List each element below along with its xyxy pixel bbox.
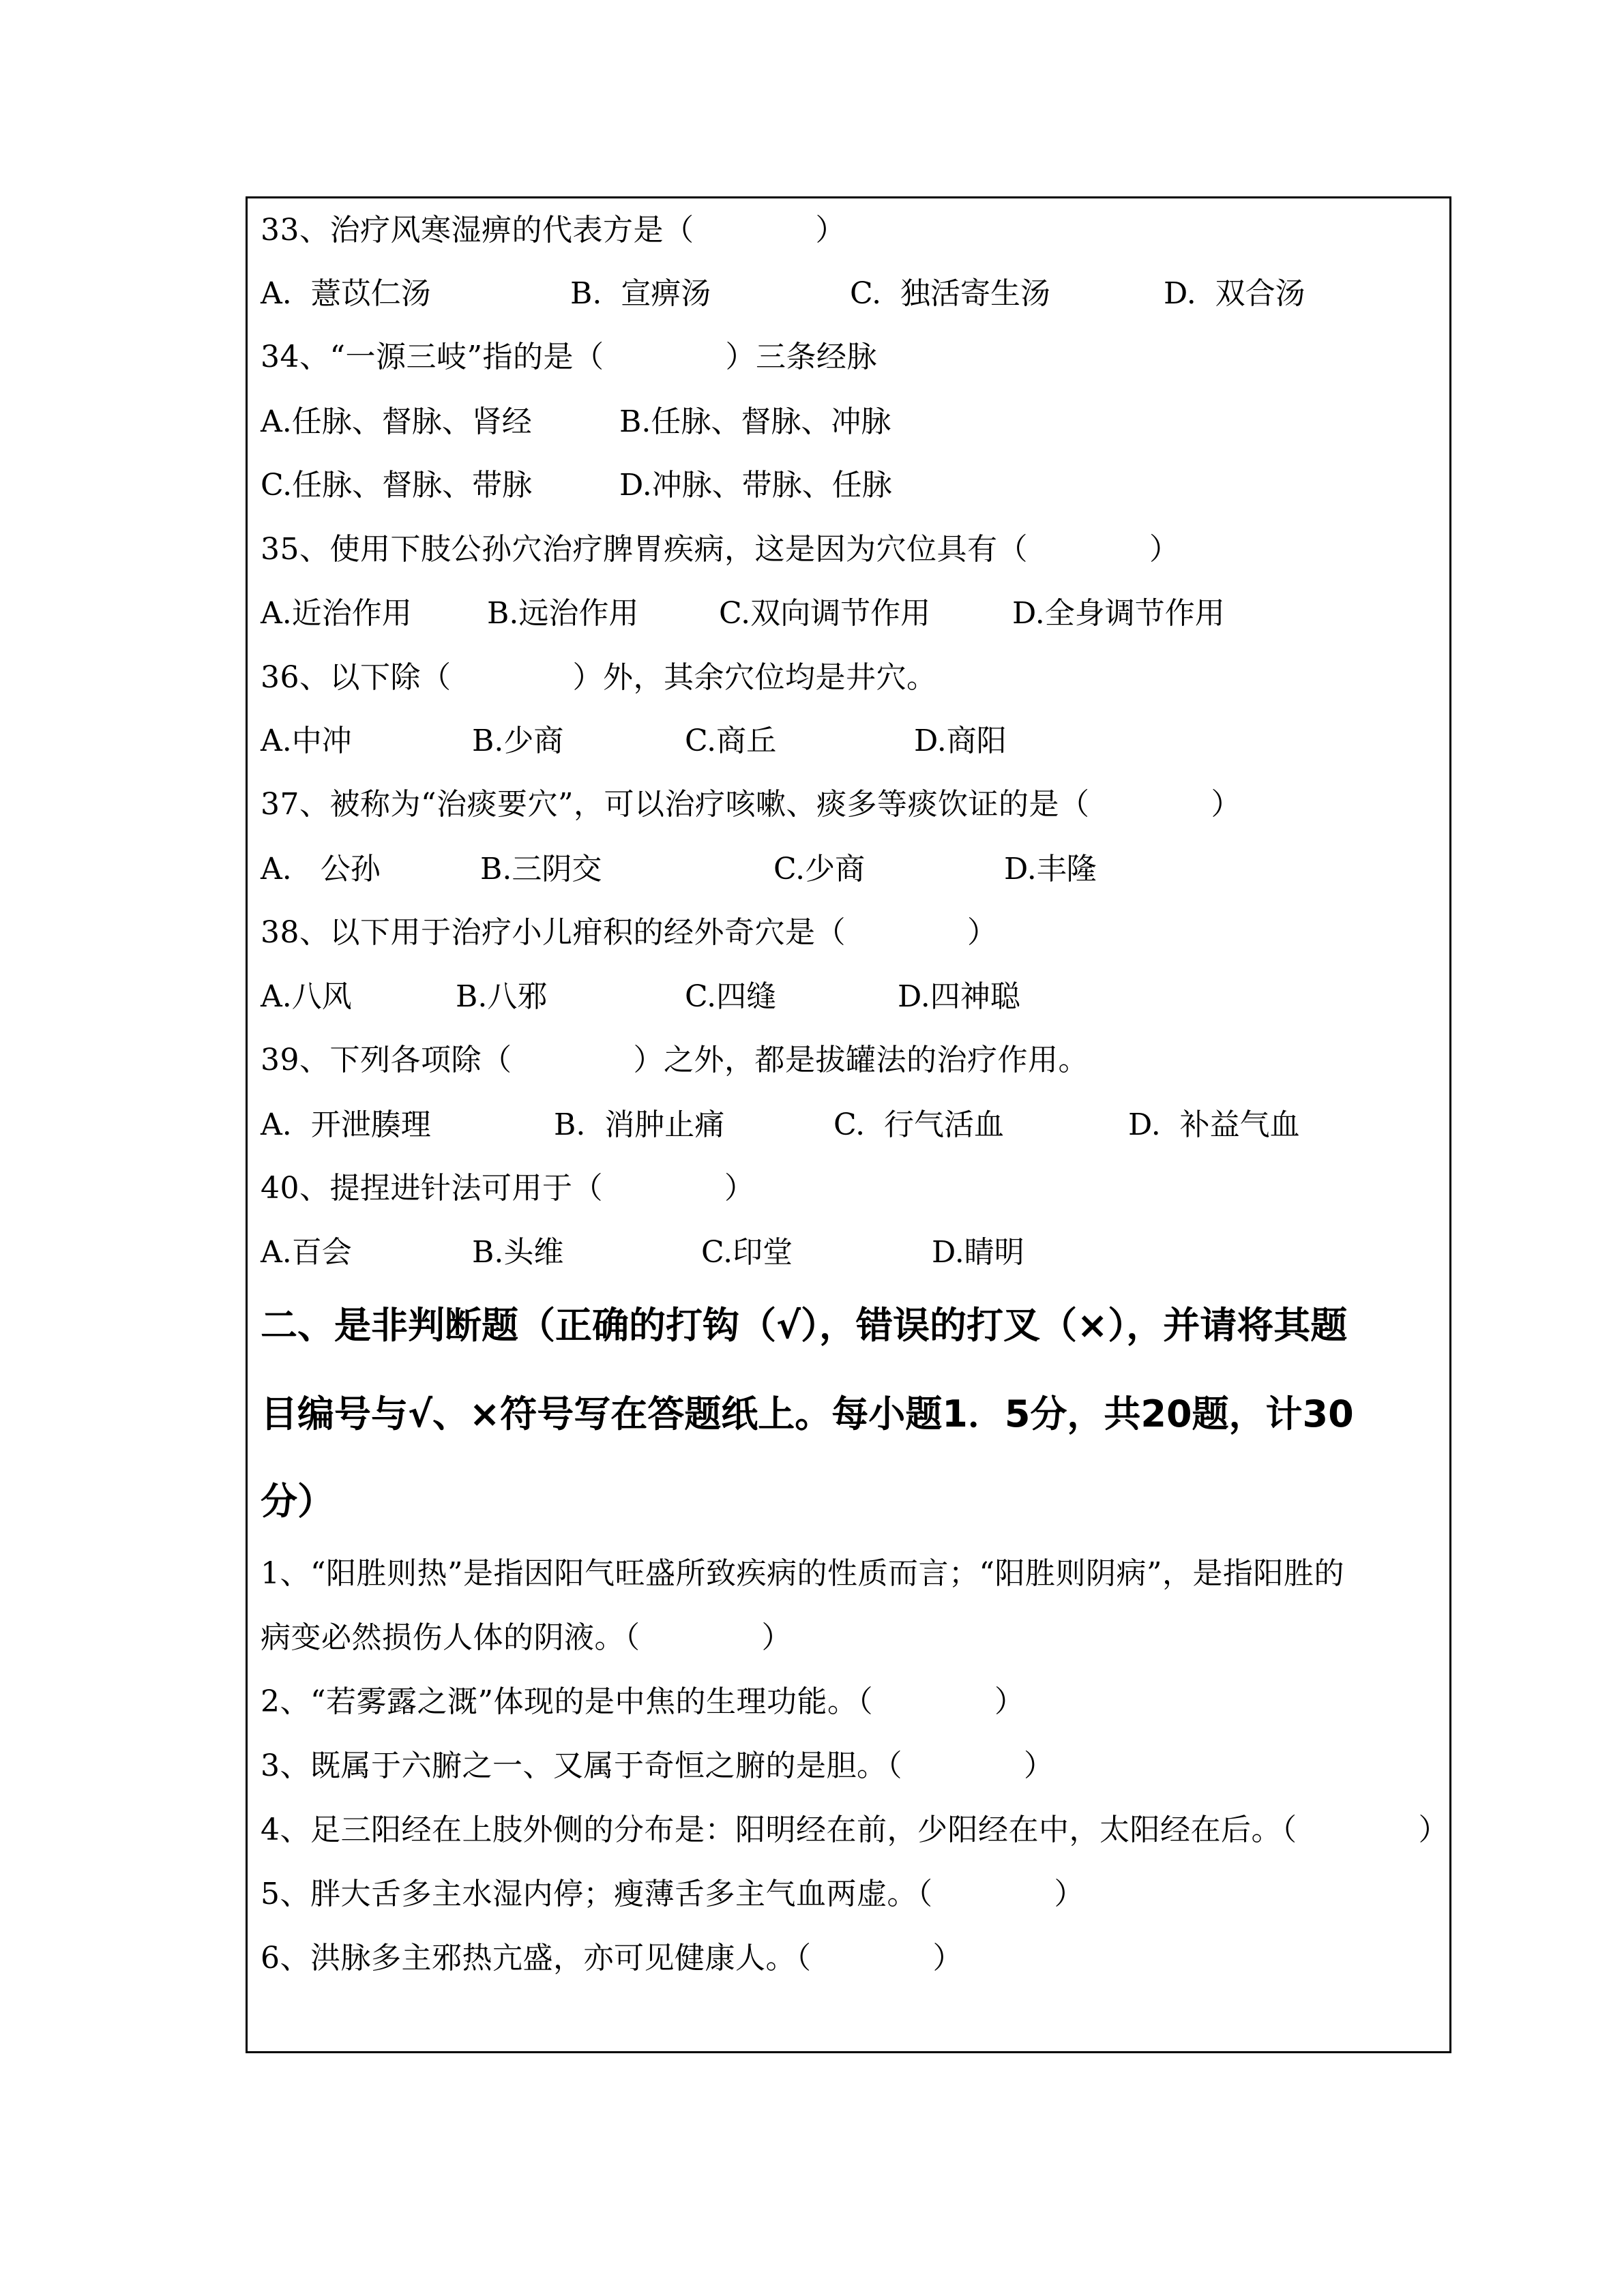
question-40-option-b: B.头维 xyxy=(472,1235,564,1270)
question-35-option-b: B.远治作用 xyxy=(487,596,639,631)
question-39-option-b: B. 消肿止痛 xyxy=(554,1107,725,1142)
question-33-option-c: C. 独活寄生汤 xyxy=(850,276,1051,311)
judgement-item-6: 6、洪脉多主邪热亢盛，亦可见健康人。（ ） xyxy=(261,1941,963,1976)
question-35-option-a: A.近治作用 xyxy=(261,596,412,631)
question-39-stem: 39、下列各项除（ ）之外，都是拔罐法的治疗作用。 xyxy=(261,1043,1089,1077)
section-two-heading-line-3: 分） xyxy=(261,1480,334,1523)
question-36-option-d: D.商阳 xyxy=(914,724,1007,758)
question-40-stem: 40、提捏进针法可用于（ ） xyxy=(261,1171,755,1206)
question-33-stem: 33、治疗风寒湿痹的代表方是（ ） xyxy=(261,213,846,248)
question-39-option-a: A. 开泄腠理 xyxy=(261,1107,431,1142)
question-36-option-a: A.中冲 xyxy=(261,724,352,758)
question-39-option-d: D. 补益气血 xyxy=(1128,1107,1300,1142)
question-34-option-a: A.任脉、督脉、肾经 xyxy=(261,404,532,439)
question-37-option-c: C.少商 xyxy=(773,852,866,886)
section-two-heading-line-1: 二、是非判断题（正确的打钩（√），错误的打叉（×），并请将其题 xyxy=(261,1304,1348,1347)
question-38-option-c: C.四缝 xyxy=(685,979,777,1014)
question-38-stem: 38、以下用于治疗小儿疳积的经外奇穴是（ ） xyxy=(261,915,998,950)
question-35-option-d: D.全身调节作用 xyxy=(1012,596,1225,631)
question-33-option-a: A. 薏苡仁汤 xyxy=(261,276,431,311)
judgement-item-1-line-2: 病变必然损伤人体的阴液。（ ） xyxy=(261,1620,792,1655)
question-38-option-a: A.八风 xyxy=(261,979,352,1014)
judgement-item-3: 3、既属于六腑之一、又属于奇恒之腑的是胆。（ ） xyxy=(261,1748,1054,1783)
question-37-option-b: B.三阴交 xyxy=(480,852,602,886)
question-35-option-c: C.双向调节作用 xyxy=(719,596,931,631)
question-33-option-b: B. 宣痹汤 xyxy=(570,276,711,311)
question-38-option-d: D.四神聪 xyxy=(898,979,1020,1014)
judgement-item-1-line-1: 1、“阳胜则热”是指因阳气旺盛所致疾病的性质而言；“阳胜则阴病”，是指阳胜的 xyxy=(261,1556,1344,1591)
question-35-stem: 35、使用下肢公孙穴治疗脾胃疾病，这是因为穴位具有（ ） xyxy=(261,532,1180,567)
question-34-option-b: B.任脉、督脉、冲脉 xyxy=(619,404,891,439)
judgement-item-2: 2、“若雾露之溉”体现的是中焦的生理功能。（ ） xyxy=(261,1684,1025,1719)
question-40-option-a: A.百会 xyxy=(261,1235,352,1270)
question-40-option-d: D.睛明 xyxy=(932,1235,1024,1270)
question-37-stem: 37、被称为“治痰要穴”，可以治疗咳嗽、痰多等痰饮证的是（ ） xyxy=(261,787,1241,822)
question-36-option-c: C.商丘 xyxy=(685,724,777,758)
question-37-option-a: A. 公孙 xyxy=(261,852,381,886)
question-40-option-c: C.印堂 xyxy=(701,1235,793,1270)
judgement-item-5: 5、胖大舌多主水湿内停；瘦薄舌多主气血两虚。（ ） xyxy=(261,1877,1084,1911)
question-36-option-b: B.少商 xyxy=(472,724,564,758)
question-34-stem: 34、“一源三岐”指的是（ ）三条经脉 xyxy=(261,340,877,374)
section-two-heading-line-2: 目编号与√、×符号写在答题纸上。每小题1．5分，共20题，计30 xyxy=(261,1392,1354,1435)
judgement-item-4: 4、足三阳经在上肢外侧的分布是：阳明经在前，少阳经在中，太阳经在后。（ ） xyxy=(261,1813,1449,1847)
question-34-option-c: C.任脉、督脉、带脉 xyxy=(261,468,533,503)
question-38-option-b: B.八邪 xyxy=(456,979,548,1014)
question-34-option-d: D.冲脉、带脉、任脉 xyxy=(619,468,892,503)
question-33-option-d: D. 双合汤 xyxy=(1164,276,1305,311)
question-36-stem: 36、以下除（ ）外，其余穴位均是井穴。 xyxy=(261,660,937,695)
question-37-option-d: D.丰隆 xyxy=(1004,852,1097,886)
question-39-option-c: C. 行气活血 xyxy=(833,1107,1005,1142)
